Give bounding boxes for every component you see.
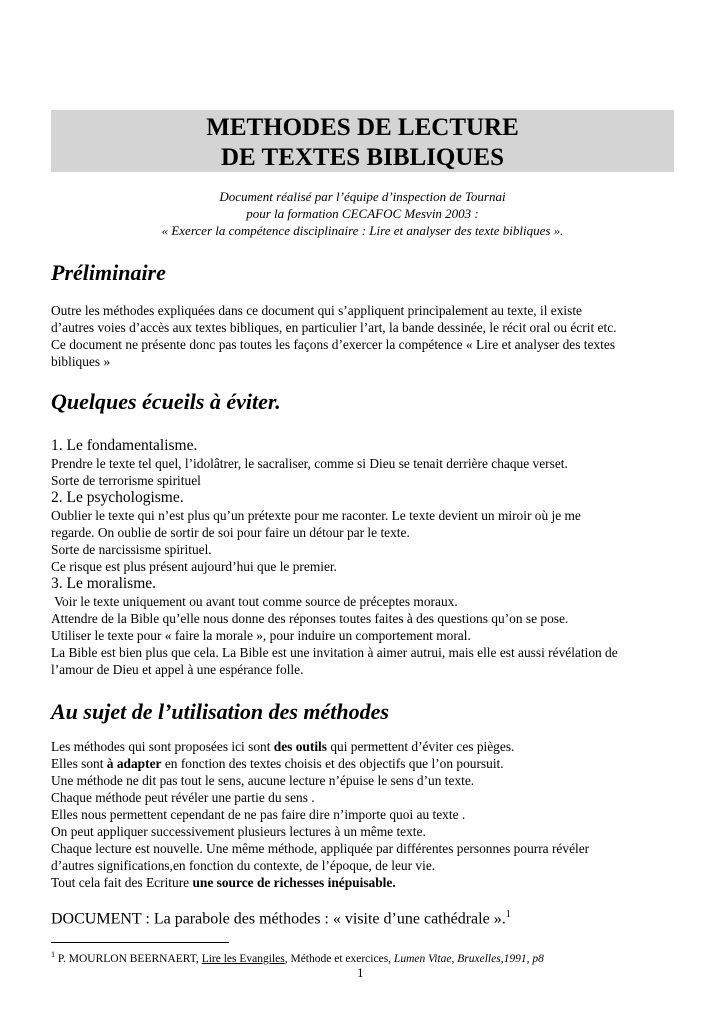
text-line: Ce document ne présente donc pas toutes les façons d’exercer la compétence « Lire et analyser des textes: [51, 337, 616, 352]
heading-methodes: Au sujet de l’utilisation des méthodes: [51, 699, 389, 724]
text-line: Ce risque est plus présent aujourd’hui que le premier.: [51, 559, 337, 574]
item-title-fondamentalisme: 1. Le fondamentalisme.: [51, 437, 198, 454]
intro-line: « Exercer la compétence disciplinaire : Lire et analyser des texte bibliques ».: [161, 223, 564, 238]
text-line: Sorte de terrorisme spirituel: [51, 473, 201, 488]
text-line: d’autres significations,en fonction du contexte, de l’époque, de leur vie.: [51, 858, 436, 873]
title-line-1: METHODES DE LECTURE: [206, 114, 519, 141]
bold-richesses: une source de richesses inépuisable.: [192, 875, 396, 890]
text-line: Outre les méthodes expliquées dans ce document qui s’appliquent principalement au texte, il existe: [51, 303, 583, 318]
footnote-divider: [51, 942, 229, 943]
intro-block: [51, 188, 674, 239]
text-line: Tout cela fait des Ecriture une source de richesses inépuisable.: [51, 875, 396, 890]
footnote-ref[interactable]: 1: [505, 909, 511, 920]
item-title-moralisme: 3. Le moralisme.: [51, 575, 157, 592]
text-line: Oublier le texte qui n’est plus qu’un prétexte pour me raconter. Le texte devient un miroir où je me: [51, 508, 581, 523]
text-line: d’autres voies d’accès aux textes bibliques, en particulier l’art, la bande dessinée, le récit oral ou écrit etc.: [51, 320, 617, 335]
methodes-paragraph: [51, 738, 681, 891]
ecueils-list: [51, 437, 681, 678]
text-line: Les méthodes qui sont proposées ici sont des outils qui permettent d’éviter ces pièges.: [51, 739, 515, 754]
text-line: Chaque méthode peut révéler une partie du sens .: [51, 790, 315, 805]
item-title-psychologisme: 2. Le psychologisme.: [51, 489, 184, 506]
preliminaire-paragraph: [51, 302, 681, 370]
bold-adapter: à adapter: [106, 756, 162, 771]
text-line: regarde. On oublie de sortir de soi pour faire un détour par le texte.: [51, 525, 410, 540]
text-line: Une méthode ne dit pas tout le sens, aucune lecture n’épuise le sens d’un texte.: [51, 773, 475, 788]
text-line: Attendre de la Bible qu’elle nous donne des réponses toutes faites à des questions qu’on se pose.: [51, 611, 569, 626]
text-line: Elles sont à adapter en fonction des textes choisis et des objectifs que l’on poursuit.: [51, 756, 504, 771]
heading-preliminaire: Préliminaire: [51, 260, 166, 285]
text-line: Voir le texte uniquement ou avant tout comme source de préceptes moraux.: [51, 594, 458, 609]
title-line-2: DE TEXTES BIBLIQUES: [221, 144, 504, 171]
text-line: Utiliser le texte pour « faire la morale », pour induire un comportement moral.: [51, 628, 471, 643]
text-line: Chaque lecture est nouvelle. Une même méthode, appliquée par différentes personnes pourra révéler: [51, 841, 590, 856]
text-line: l’amour de Dieu et appel à une espérance folle.: [51, 662, 304, 677]
text-line: La Bible est bien plus que cela. La Bible est une invitation à aimer autrui, mais elle est aussi révélation de: [51, 645, 618, 660]
text-line: Elles nous permettent cependant de ne pas faire dire n’importe quoi au texte .: [51, 807, 466, 822]
text-line: On peut appliquer successivement plusieurs lectures à un même texte.: [51, 824, 426, 839]
intro-line: pour la formation CECAFOC Mesvin 2003 :: [246, 206, 479, 221]
text-line: Prendre le texte tel quel, l’idolâtrer, le sacraliser, comme si Dieu se tenait derrière chaque verset.: [51, 456, 568, 471]
text-line: Sorte de narcissisme spirituel.: [51, 542, 212, 557]
heading-ecueils: Quelques écueils à éviter.: [51, 389, 281, 414]
title-banner: [51, 110, 674, 172]
document-line: DOCUMENT : La parabole des méthodes : « visite d’une cathédrale ».$^1$: [51, 909, 511, 928]
footnote: $^1$ P. MOURLON BEERNAERT, Lire les Evangiles, Méthode et exercices, Lumen Vitae, Bruxelles,1991, p8: [51, 950, 544, 965]
text-line: bibliques »: [51, 354, 111, 369]
page-number: 1: [357, 965, 364, 980]
footnote-book-title: Lire les Evangiles: [201, 952, 285, 965]
bold-outils: des outils: [273, 739, 327, 754]
intro-line: Document réalisé par l’équipe d’inspection de Tournai: [219, 189, 506, 204]
